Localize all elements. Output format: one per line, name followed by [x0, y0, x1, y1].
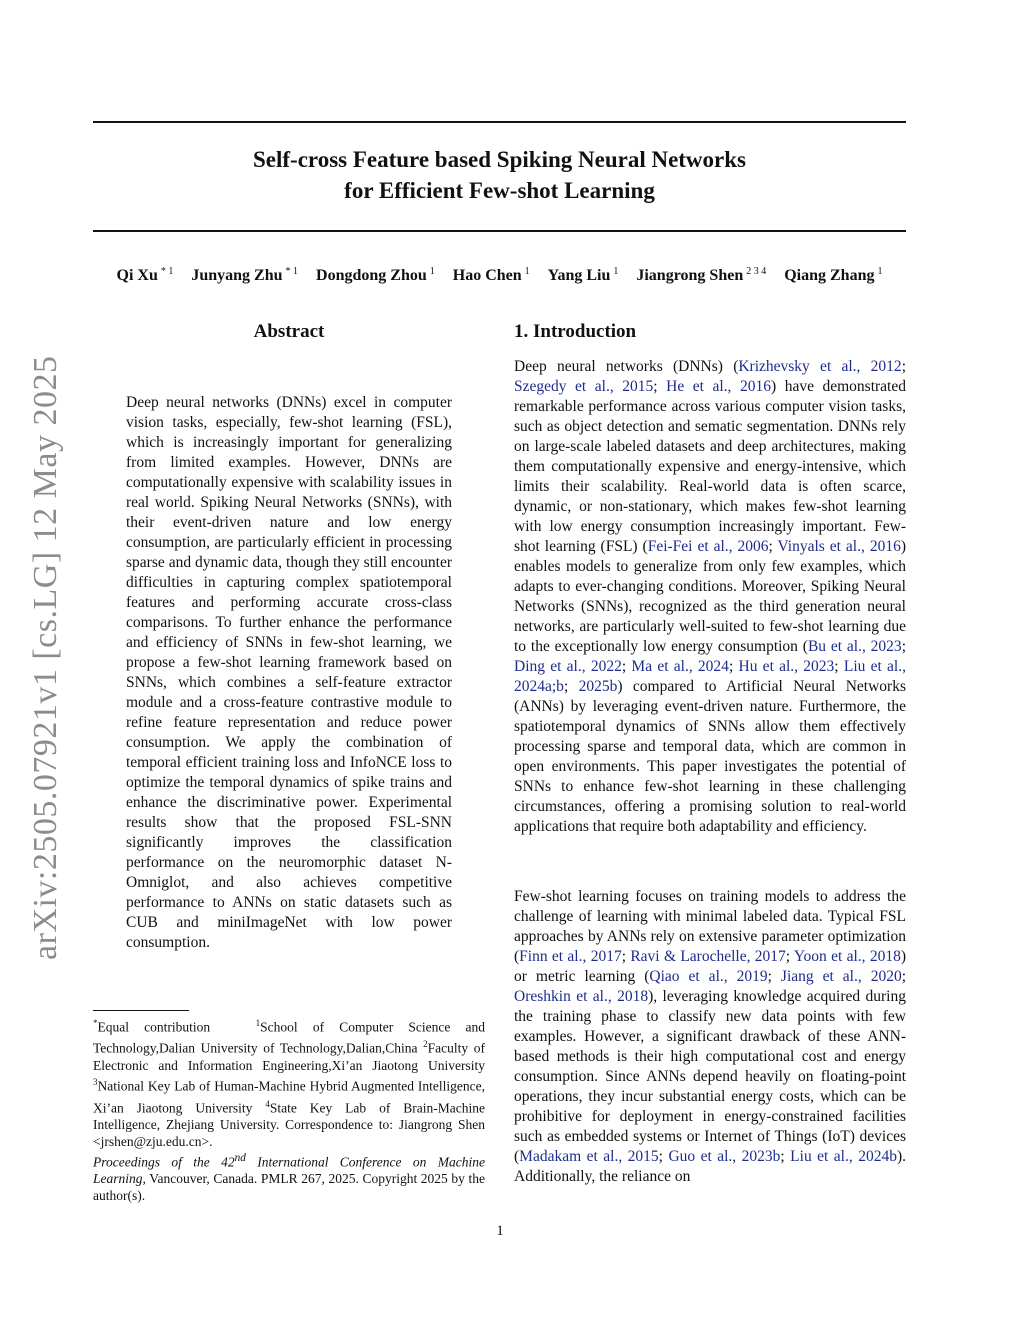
intro-paragraph-2	[514, 887, 906, 1187]
author	[548, 267, 619, 284]
affiliation-3: National Key Lab of Human-Machine Hybrid Augmented Intelligence, Xi’an Jiaotong University	[93, 1078, 485, 1116]
author-list	[93, 266, 906, 285]
title-top-rule	[93, 121, 906, 123]
citation-link[interactable]: Liu et al., 2024a;b	[514, 658, 906, 695]
body-text: ;	[901, 358, 906, 375]
body-text: ;	[621, 658, 632, 675]
citation-link[interactable]: Guo et al., 2023b	[668, 1148, 781, 1165]
affiliation-4: State Key Lab of Brain-Machine Intelligence, Zhejiang University. Correspondence to: Jiangrong Shen <jrshen@zju.edu.cn>.	[93, 1100, 486, 1149]
arxiv-side-stamp: arXiv:2505.07921v1 [cs.LG] 12 May 2025	[27, 355, 64, 960]
proceedings-italic-b: International Conference on Machine Learning	[93, 1154, 485, 1187]
body-text: ) compared to Artificial Neural Networks (ANNs) by leveraging event-driven nature. Furthermore, the spatiotemporal dynamics of SNNs allow them effectively processing sparse and temporal data, which are common in open environments. This paper investigates the potential of SNNs to enhance few-shot learning in these challenging circumstances, offering a promising solution to real-world applications that require both adaptability and efficiency.	[514, 678, 906, 835]
affiliation-mark: 4	[265, 1098, 270, 1109]
author-affiliation-mark: * 1	[285, 266, 299, 277]
citation-link[interactable]: Qiao et al., 2019	[649, 968, 768, 985]
intro-paragraph-1	[514, 357, 906, 837]
affiliation-1: School of Computer Science and Technology,Dalian University of Technology,Dalian,China	[93, 1019, 486, 1056]
author-name: Yang Liu	[547, 267, 611, 285]
author-affiliation-mark: * 1	[160, 266, 174, 277]
body-text: ;	[563, 678, 579, 695]
title-line-1: Self-cross Feature based Spiking Neural Networks	[252, 147, 746, 172]
citation-link[interactable]: Ding et al., 2022	[514, 658, 622, 675]
affiliation-2: Faculty of Electronic and Information Engineering,Xi’an Jiaotong University	[93, 1040, 485, 1073]
author-affiliation-mark: 1	[524, 266, 530, 277]
affiliation-mark: 2	[423, 1039, 428, 1050]
author-affiliation-mark: 2 3 4	[746, 266, 767, 277]
affiliation-footnote	[93, 1015, 485, 1151]
conference-ordinal: nd	[234, 1152, 246, 1164]
body-text: ) have demonstrated remarkable performance across various computer vision tasks, such as object detection and sematic segmentation. DNNs rely on large-scale labeled datasets and deep architectures, making them computationally expensive and energy-intensive, which limits their scalability. Real-world data is often scarce, dynamic, or non-stationary, which makes few-shot learning with low energy consumption increasingly important. Few-shot learning (FSL) (	[514, 378, 906, 555]
author-name: Junyang Zhu	[191, 267, 283, 285]
abstract-heading: Abstract	[253, 321, 325, 342]
body-text: ;	[785, 948, 794, 965]
citation-link[interactable]: Yoon et al., 2018	[793, 948, 901, 965]
author-name: Dongdong Zhou	[316, 267, 427, 285]
author-affiliation-mark: 1	[429, 266, 435, 277]
footnote-rule	[93, 1010, 189, 1011]
citation-link[interactable]: Ma et al., 2024	[631, 658, 729, 675]
author	[636, 267, 766, 284]
citation-link[interactable]: Vinyals et al., 2016	[777, 538, 901, 555]
affiliation-mark: 1	[255, 1018, 261, 1028]
author-affiliation-mark: 1	[877, 266, 883, 277]
citation-link[interactable]: Finn et al., 2017	[519, 948, 622, 965]
body-text: ;	[728, 658, 739, 675]
body-text: ;	[621, 948, 631, 965]
title-line-2: for Efficient Few-shot Learning	[344, 178, 655, 203]
author-name: Qiang Zhang	[784, 267, 875, 285]
citation-link[interactable]: Jiang et al., 2020	[780, 968, 902, 985]
citation-link[interactable]: Ravi & Larochelle, 2017	[630, 948, 786, 965]
body-text: ;	[780, 1148, 791, 1165]
author	[784, 267, 882, 284]
citation-link[interactable]: Krizhevsky et al., 2012	[738, 358, 902, 375]
citation-link[interactable]: He et al., 2016	[666, 378, 771, 395]
citation-link[interactable]: Szegedy et al., 2015	[514, 378, 654, 395]
body-text: ;	[768, 538, 778, 555]
body-text: ;	[834, 658, 844, 675]
equal-contribution-note: Equal contribution	[97, 1019, 211, 1035]
citation-link[interactable]: Oreshkin et al., 2018	[514, 988, 649, 1005]
proceedings-italic-a: Proceedings of the	[93, 1154, 222, 1170]
body-text: ;	[901, 968, 907, 985]
citation-link[interactable]: Fei-Fei et al., 2006	[647, 538, 769, 555]
introduction-heading: 1. Introduction	[514, 321, 637, 342]
proceedings-note	[93, 1150, 485, 1205]
author	[117, 267, 174, 284]
author	[316, 267, 435, 284]
citation-link[interactable]: 2025b	[578, 678, 618, 695]
citation-link[interactable]: Hu et al., 2023	[738, 658, 835, 675]
citation-link[interactable]: Bu et al., 2023	[807, 638, 902, 655]
title-bottom-rule	[93, 230, 906, 232]
author-name: Qi Xu	[116, 267, 158, 285]
author	[453, 267, 530, 284]
body-text: ) enables models to generalize from only few examples, which adapts to ever-changing conditions. Moreover, Spiking Neural Networks (SNNs), recognized as the third generation neural networks, are particularly well-suited to few-shot learning due to the exceptionally low energy consumption (	[514, 538, 906, 655]
proceedings-rest: , Vancouver, Canada. PMLR 267, 2025. Copyright 2025 by the author(s).	[93, 1171, 485, 1204]
abstract-text: Deep neural networks (DNNs) excel in computer vision tasks, especially, few-shot learning (FSL), which is increasingly important for generalizing from limited examples. However, DNNs are computationally expensive with scalability issues in real world. Spiking Neural Networks (SNNs), with their event-driven nature and low energy consumption, are particularly efficient in processing sparse and dynamic data, though they still encounter difficulties in capturing complex spatiotemporal features and performing accurate cross-class comparisons. To further enhance the performance and efficiency of SNNs in few-shot learning, we propose a few-shot learning framework based on SNNs, which combines a self-feature extractor module and a cross-feature contrastive module to refine feature representation and reduce power consumption. We apply the combination of temporal efficient training loss and InfoNCE loss to optimize the temporal dynamics of spike trains and enhance the discriminative power. Experimental results show that the proposed FSL-SNN significantly improves the classification performance on the neuromorphic dataset N-Omniglot, and also achieves competitive performance to ANNs on static datasets such as CUB and miniImageNet with low power consumption.	[126, 394, 452, 951]
body-text: ) or metric learning (	[514, 948, 907, 985]
body-text: Few-shot learning focuses on training models to address the challenge of learning with minimal labeled data. Typical FSL approaches by ANNs rely on extensive parameter optimization (	[514, 888, 906, 965]
body-text: Deep neural networks (DNNs) (	[514, 358, 739, 375]
page-number: 1	[496, 1223, 504, 1239]
body-text: ). Additionally, the reliance on	[514, 1148, 906, 1185]
paper-title	[93, 144, 906, 206]
citation-link[interactable]: Madakam et al., 2015	[519, 1148, 659, 1165]
citation-link[interactable]: Liu et al., 2024b	[790, 1148, 897, 1165]
author-name: Hao Chen	[452, 267, 522, 285]
affiliation-mark: 3	[93, 1077, 98, 1088]
body-text: ;	[901, 638, 906, 655]
body-text: ), leveraging knowledge acquired during the training phase to classify new data points with few examples. However, a significant drawback of these ANN-based methods is their high computational cost and energy consumption. Since ANNs depend heavily on floating-point operations, they incur substantial energy costs, which can be prohibitive for deployment in energy-constrained facilities such as embedded systems or Internet of Things (IoT) devices (	[514, 988, 906, 1165]
equal-contribution-mark: *	[93, 1018, 98, 1028]
body-text: ;	[767, 968, 781, 985]
author-name: Jiangrong Shen	[636, 267, 744, 285]
body-text: ;	[653, 378, 667, 395]
body-text: ;	[658, 1148, 669, 1165]
author-affiliation-mark: 1	[613, 266, 619, 277]
author	[191, 267, 298, 284]
conference-number: 42	[221, 1154, 235, 1170]
